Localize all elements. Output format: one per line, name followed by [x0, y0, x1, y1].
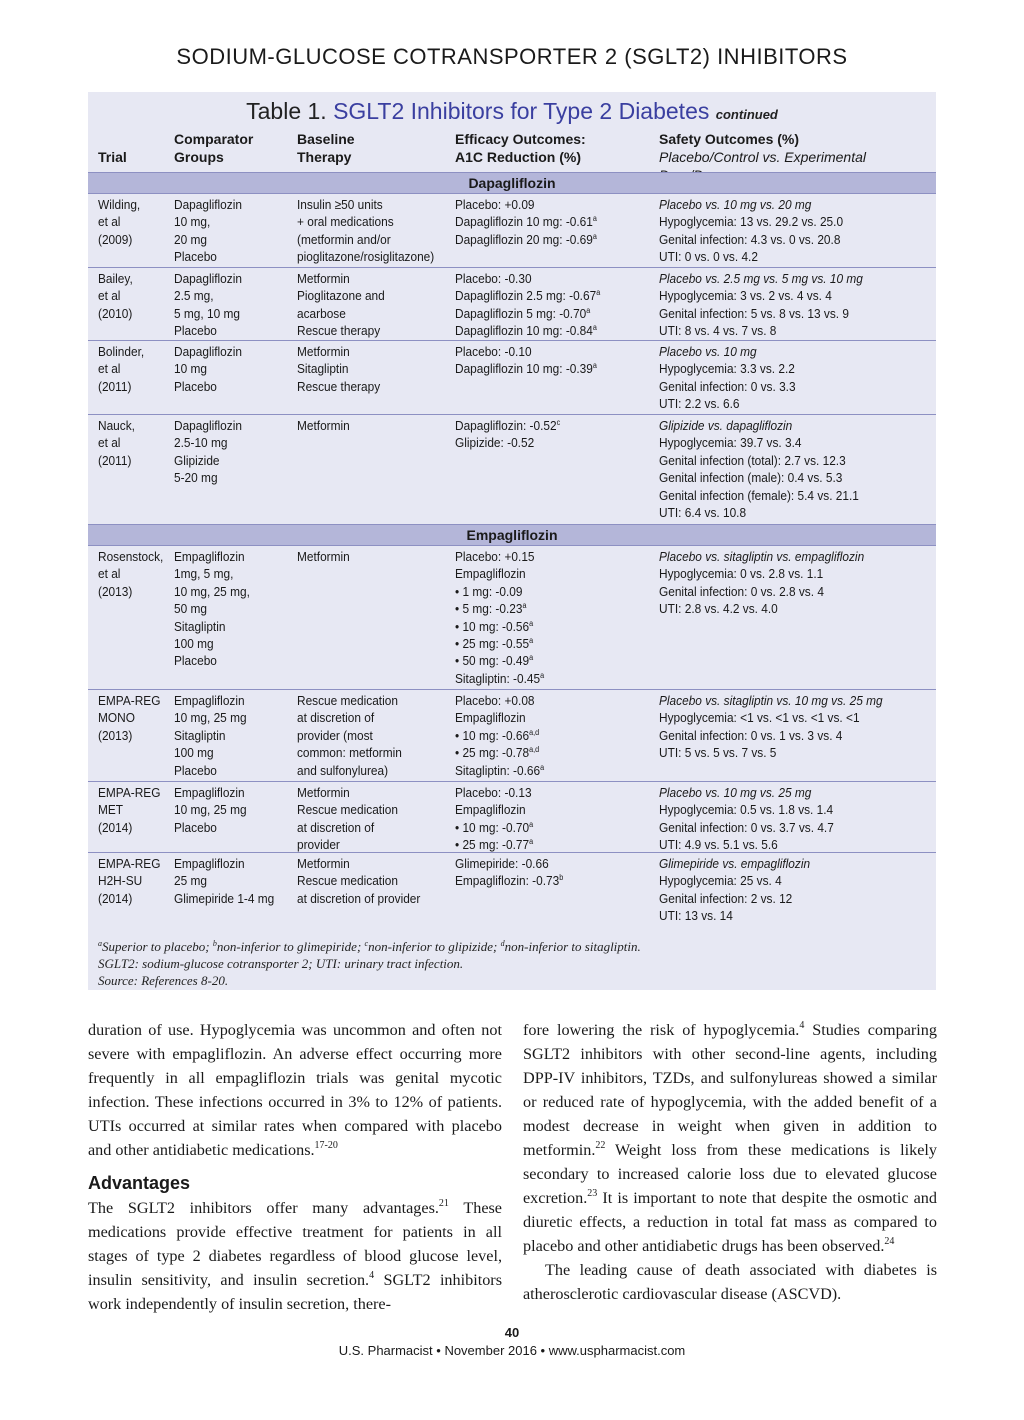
cell-line: at discretion of — [297, 819, 375, 835]
table-cell-efficacy — [455, 417, 560, 452]
cell-line: Placebo: +0.08 — [455, 693, 535, 708]
cell-line: Dapagliflozin — [174, 271, 242, 286]
cell-line: (2009) — [98, 231, 133, 247]
table-cell-safety — [659, 196, 843, 266]
cell-line: Empagliflozin — [174, 549, 245, 564]
cell-line: Sitagliptin: -0.45$^a$ — [455, 670, 545, 686]
cell-line: Pioglitazone and — [297, 288, 385, 304]
header-comparator: Comparator Groups — [174, 131, 254, 165]
cell-line: 1mg, 5 mg, — [174, 566, 234, 582]
cell-line: Hypoglycemia: 0 vs. 2.8 vs. 1.1 — [659, 566, 824, 582]
cell-line: MET — [98, 802, 124, 818]
body-column-right — [523, 1018, 937, 1306]
cell-line: Placebo — [174, 378, 217, 394]
cell-line: Genital infection (total): 2.7 vs. 12.3 — [659, 452, 846, 468]
table-cell-comparator — [174, 692, 247, 779]
cell-line: et al — [98, 361, 121, 377]
cell-line: Hypoglycemia: 39.7 vs. 3.4 — [659, 435, 802, 451]
cell-line: (2013) — [98, 583, 133, 599]
cell-line: Empagliflozin — [455, 710, 526, 726]
table-cell-efficacy — [455, 548, 544, 687]
table-cell-safety — [659, 270, 863, 340]
cell-line: 5 mg, 10 mg — [174, 305, 240, 321]
cell-line: at discretion of provider — [297, 890, 421, 906]
page-footer: U.S. Pharmacist • November 2016 • www.uspharmacist.com — [338, 1343, 686, 1358]
cell-line: pioglitazone/rosiglitazone) — [297, 249, 435, 265]
cell-line: Placebo vs. 2.5 mg vs. 5 mg vs. 10 mg — [659, 271, 863, 286]
row-divider — [88, 414, 936, 415]
cell-line: Rosenstock, — [98, 549, 164, 564]
footnote-line: Source: References 8-20. — [98, 973, 229, 988]
cell-line: Glimepiride vs. empagliflozin — [659, 856, 811, 871]
cell-line: Placebo — [174, 323, 217, 339]
table-cell-efficacy — [455, 784, 533, 854]
cell-line: Placebo: -0.10 — [455, 344, 532, 359]
cell-line: • 10 mg: -0.66$^{a,d}$ — [455, 727, 540, 743]
cell-line: Dapagliflozin 5 mg: -0.70$^a$ — [455, 305, 591, 321]
table-cell-trial — [98, 417, 135, 469]
cell-line: • 10 mg: -0.56$^a$ — [455, 618, 534, 634]
table-cell-safety — [659, 417, 859, 521]
cell-line: UTI: 0 vs. 0 vs. 4.2 — [659, 249, 758, 265]
cell-line: et al — [98, 566, 121, 582]
section-header-dapagliflozin: Dapagliflozin — [88, 172, 936, 194]
header-trial: Trial — [98, 149, 127, 165]
cell-line: Placebo vs. sitagliptin vs. 10 mg vs. 25 mg — [659, 693, 883, 708]
cell-line: (2010) — [98, 305, 133, 321]
cell-line: Metformin — [297, 271, 350, 286]
cell-line: Placebo — [174, 819, 217, 835]
cell-line: and sulfonylurea) — [297, 762, 389, 778]
cell-line: Metformin — [297, 418, 350, 433]
cell-line: Placebo vs. 10 mg vs. 20 mg — [659, 197, 812, 212]
body-paragraph: fore lowering the risk of hypoglycemia.$^4$ Studies comparing SGLT2 inhibitors with other second-line agents, including DPP-IV inhibitors, TZDs, and sulfonylureas showed a similar or reduced rate of hypoglycemia, with the added benefit of a modest decrease in weight when given in addition to metformin.$^{22}$ Weight loss from these medications is likely secondary to increased calorie loss due to elevated glucose excretion.$^{23}$ It is important to note that despite the osmotic and diuretic effects, a reduction in total fat mass as compared to placebo and other antidiabetic drugs has been observed.$^{24}$ — [523, 1020, 937, 1255]
table-cell-baseline — [297, 784, 398, 854]
cell-line: MONO — [98, 710, 135, 726]
header-baseline: Baseline Therapy — [297, 131, 355, 165]
cell-line: Hypoglycemia: <1 vs. <1 vs. <1 vs. <1 — [659, 710, 860, 726]
cell-line: Placebo vs. 10 mg vs. 25 mg — [659, 785, 812, 800]
row-divider — [88, 781, 936, 782]
table-cell-safety — [659, 692, 883, 762]
cell-line: Placebo: -0.30 — [455, 271, 532, 286]
cell-line: UTI: 2.8 vs. 4.2 vs. 4.0 — [659, 601, 778, 617]
cell-line: Rescue therapy — [297, 378, 381, 394]
cell-line: Hypoglycemia: 0.5 vs. 1.8 vs. 1.4 — [659, 802, 834, 818]
cell-line: Empagliflozin — [455, 802, 526, 818]
cell-line: (metformin and/or — [297, 231, 391, 247]
cell-line: Bolinder, — [98, 344, 145, 359]
cell-line: Hypoglycemia: 3.3 vs. 2.2 — [659, 361, 795, 377]
cell-line: Genital infection: 2 vs. 12 — [659, 890, 793, 906]
table-cell-comparator — [174, 270, 242, 340]
table-title-continued: continued — [715, 107, 778, 122]
cell-line: provider (most — [297, 727, 373, 743]
cell-line: at discretion of — [297, 710, 375, 726]
cell-line: • 5 mg: -0.23$^a$ — [455, 601, 527, 617]
table-cell-efficacy — [455, 692, 544, 779]
cell-line: Glimepiride: -0.66 — [455, 856, 549, 871]
cell-line: Dapagliflozin: -0.52$^c$ — [455, 418, 561, 433]
table-cell-baseline — [297, 343, 380, 395]
table-cell-comparator — [174, 855, 274, 907]
cell-line: 10 mg, — [174, 214, 211, 230]
cell-line: Dapagliflozin 10 mg: -0.39$^a$ — [455, 361, 597, 377]
cell-line: UTI: 8 vs. 4 vs. 7 vs. 8 — [659, 323, 777, 339]
cell-line: Nauck, — [98, 418, 135, 433]
table-cell-trial — [98, 343, 144, 395]
cell-line: Dapagliflozin — [174, 418, 242, 433]
cell-line: Sitagliptin — [174, 618, 226, 634]
cell-line: Placebo: +0.09 — [455, 197, 535, 212]
table-cell-efficacy — [455, 196, 597, 248]
cell-line: • 10 mg: -0.70$^a$ — [455, 819, 534, 835]
cell-line: 2.5-10 mg — [174, 435, 228, 451]
cell-line: common: metformin — [297, 745, 402, 761]
cell-line: Placebo: +0.15 — [455, 549, 535, 564]
cell-line: Genital infection: 0 vs. 3.3 — [659, 378, 796, 394]
cell-line: Placebo — [174, 249, 217, 265]
cell-line: Metformin — [297, 344, 350, 359]
row-divider — [88, 267, 936, 268]
cell-line: Rescue medication — [297, 873, 398, 889]
footnote-line: $^a$Superior to placebo; $^b$non-inferior to glimepiride; $^c$non-inferior to glipizide; $^d$non-inferior to sitagliptin. — [98, 939, 641, 954]
cell-line: • 50 mg: -0.49$^a$ — [455, 653, 534, 669]
header-safety: Safety Outcomes (%) Placebo/Control vs. Experimental — [659, 131, 866, 165]
cell-line: H2H-SU — [98, 873, 143, 889]
row-divider — [88, 340, 936, 341]
cell-line: Empagliflozin — [174, 693, 245, 708]
table-cell-comparator — [174, 784, 247, 836]
cell-line: acarbose — [297, 305, 346, 321]
cell-line: Hypoglycemia: 3 vs. 2 vs. 4 vs. 4 — [659, 288, 832, 304]
cell-line: 2.5 mg, — [174, 288, 214, 304]
header-efficacy: Efficacy Outcomes: A1C Reduction (%) — [455, 131, 586, 165]
table-cell-trial — [98, 270, 133, 322]
cell-line: + oral medications — [297, 214, 394, 230]
table-title-name: SGLT2 Inhibitors for Type 2 Diabetes — [333, 98, 710, 124]
cell-line: Bailey, — [98, 271, 133, 286]
table-cell-comparator — [174, 343, 242, 395]
page-number: 40 — [504, 1325, 520, 1340]
cell-line: 10 mg — [174, 361, 207, 377]
cell-line: • 25 mg: -0.77$^a$ — [455, 837, 534, 853]
cell-line: (2014) — [98, 819, 133, 835]
table-cell-baseline — [297, 855, 420, 907]
cell-line: Hypoglycemia: 25 vs. 4 — [659, 873, 782, 889]
cell-line: et al — [98, 435, 121, 451]
cell-line: Placebo — [174, 653, 217, 669]
body-paragraph: The SGLT2 inhibitors offer many advantages.$^{21}$ These medications provide effective treatment for patients in all stages of type 2 diabetes regardless of blood glucose level, insulin sensitivity, and insulin secretion.$^4$ SGLT2 inhibitors work independently of insulin secretion, there- — [88, 1198, 502, 1313]
cell-line: 5-20 mg — [174, 470, 218, 486]
table-cell-efficacy — [455, 343, 597, 378]
cell-line: Dapagliflozin 10 mg: -0.61$^a$ — [455, 214, 597, 230]
table-cell-baseline — [297, 196, 434, 266]
table-cell-efficacy — [455, 855, 563, 890]
table-cell-baseline — [297, 548, 350, 565]
cell-line: • 1 mg: -0.09 — [455, 583, 523, 599]
cell-line: EMPA-REG — [98, 785, 161, 800]
cell-line: UTI: 6.4 vs. 10.8 — [659, 505, 747, 521]
table-cell-trial — [98, 196, 140, 248]
section-header-empagliflozin: Empagliflozin — [88, 524, 936, 546]
cell-line: EMPA-REG — [98, 693, 161, 708]
cell-line: Genital infection: 5 vs. 8 vs. 13 vs. 9 — [659, 305, 849, 321]
body-paragraph: The leading cause of death associated with diabetes is atherosclerotic cardiovascular disease (ASCVD). — [523, 1261, 937, 1303]
cell-line: Metformin — [297, 549, 350, 564]
cell-line: Sitagliptin — [174, 727, 226, 743]
cell-line: 10 mg, 25 mg, — [174, 583, 250, 599]
cell-line: Dapagliflozin — [174, 344, 242, 359]
table-cell-safety — [659, 855, 810, 925]
table-title — [88, 98, 936, 125]
cell-line: provider — [297, 837, 340, 853]
table-cell-comparator — [174, 548, 250, 670]
footnote-line: SGLT2: sodium-glucose cotransporter 2; UTI: urinary tract infection. — [98, 956, 464, 971]
cell-line: Dapagliflozin — [174, 197, 242, 212]
cell-line: Empagliflozin — [174, 856, 245, 871]
table-cell-trial — [98, 548, 163, 600]
table-cell-baseline — [297, 417, 350, 434]
cell-line: Genital infection (female): 5.4 vs. 21.1 — [659, 487, 859, 503]
cell-line: Empagliflozin — [174, 785, 245, 800]
cell-line: Empagliflozin — [455, 566, 526, 582]
cell-line: Genital infection: 0 vs. 2.8 vs. 4 — [659, 583, 824, 599]
table-title-number: Table 1. — [246, 98, 327, 124]
table-1 — [88, 92, 936, 990]
cell-line: Genital infection (male): 0.4 vs. 5.3 — [659, 470, 843, 486]
table-cell-comparator — [174, 196, 242, 266]
cell-line: Glipizide: -0.52 — [455, 435, 535, 451]
cell-line: (2014) — [98, 890, 133, 906]
table-cell-trial — [98, 692, 160, 744]
table-cell-baseline — [297, 270, 385, 340]
cell-line: Genital infection: 0 vs. 3.7 vs. 4.7 — [659, 819, 834, 835]
cell-line: UTI: 13 vs. 14 — [659, 908, 733, 924]
cell-line: Dapagliflozin 10 mg: -0.84$^a$ — [455, 323, 597, 339]
table-cell-safety — [659, 548, 864, 618]
body-column-left — [88, 1018, 502, 1316]
body-paragraph: duration of use. Hypoglycemia was uncommon and often not severe with empagliflozin. An adverse effect occurring more frequently in all empagliflozin trials was genital mycotic infection. These infections occurred in 3% to 12% of patients. UTIs occurred at similar rates when compared with placebo and other antidiabetic medications.$^{17-20}$ — [88, 1021, 502, 1159]
cell-line: Placebo — [174, 762, 217, 778]
cell-line: 50 mg — [174, 601, 207, 617]
table-footnotes — [98, 938, 928, 989]
cell-line: 100 mg — [174, 745, 214, 761]
cell-line: EMPA-REG — [98, 856, 161, 871]
cell-line: 100 mg — [174, 636, 214, 652]
table-cell-baseline — [297, 692, 402, 779]
cell-line: Metformin — [297, 785, 350, 800]
cell-line: Sitagliptin — [297, 361, 349, 377]
cell-line: (2011) — [98, 378, 132, 394]
cell-line: Empagliflozin: -0.73$^b$ — [455, 873, 564, 889]
table-cell-safety — [659, 784, 834, 854]
cell-line: Hypoglycemia: 13 vs. 29.2 vs. 25.0 — [659, 214, 844, 230]
cell-line: Rescue therapy — [297, 323, 381, 339]
cell-line: Insulin ≥50 units — [297, 197, 383, 212]
cell-line: Placebo vs. sitagliptin vs. empagliflozin — [659, 549, 865, 564]
cell-line: Dapagliflozin 2.5 mg: -0.67$^a$ — [455, 288, 601, 304]
table-cell-trial — [98, 784, 160, 836]
cell-line: Genital infection: 0 vs. 1 vs. 3 vs. 4 — [659, 727, 843, 743]
cell-line: • 25 mg: -0.78$^{a,d}$ — [455, 745, 540, 761]
cell-line: Wilding, — [98, 197, 141, 212]
cell-line: Placebo vs. 10 mg — [659, 344, 757, 359]
cell-line: UTI: 2.2 vs. 6.6 — [659, 396, 740, 412]
cell-line: Rescue medication — [297, 802, 398, 818]
cell-line: 10 mg, 25 mg — [174, 710, 247, 726]
cell-line: Placebo: -0.13 — [455, 785, 532, 800]
cell-line: (2013) — [98, 727, 133, 743]
cell-line: • 25 mg: -0.55$^a$ — [455, 636, 534, 652]
table-cell-safety — [659, 343, 796, 413]
cell-line: Sitagliptin: -0.66$^a$ — [455, 762, 545, 778]
cell-line: Glipizide — [174, 452, 220, 468]
cell-line: 10 mg, 25 mg — [174, 802, 247, 818]
table-cell-trial — [98, 855, 160, 907]
cell-line: Dapagliflozin 20 mg: -0.69$^a$ — [455, 231, 597, 247]
cell-line: 20 mg — [174, 231, 207, 247]
cell-line: et al — [98, 214, 121, 230]
cell-line: Genital infection: 4.3 vs. 0 vs. 20.8 — [659, 231, 841, 247]
table-cell-comparator — [174, 417, 242, 487]
cell-line: Glimepiride 1-4 mg — [174, 890, 275, 906]
running-head: SODIUM-GLUCOSE COTRANSPORTER 2 (SGLT2) INHIBITORS — [176, 44, 848, 69]
cell-line: 25 mg — [174, 873, 207, 889]
cell-line: (2011) — [98, 452, 132, 468]
cell-line: Glipizide vs. dapagliflozin — [659, 418, 793, 433]
cell-line: Rescue medication — [297, 693, 398, 708]
cell-line: et al — [98, 288, 121, 304]
cell-line: UTI: 4.9 vs. 5.1 vs. 5.6 — [659, 837, 778, 853]
table-cell-efficacy — [455, 270, 600, 340]
cell-line: Metformin — [297, 856, 350, 871]
row-divider — [88, 689, 936, 690]
section-heading: Advantages — [88, 1173, 191, 1193]
cell-line: UTI: 5 vs. 5 vs. 7 vs. 5 — [659, 745, 777, 761]
